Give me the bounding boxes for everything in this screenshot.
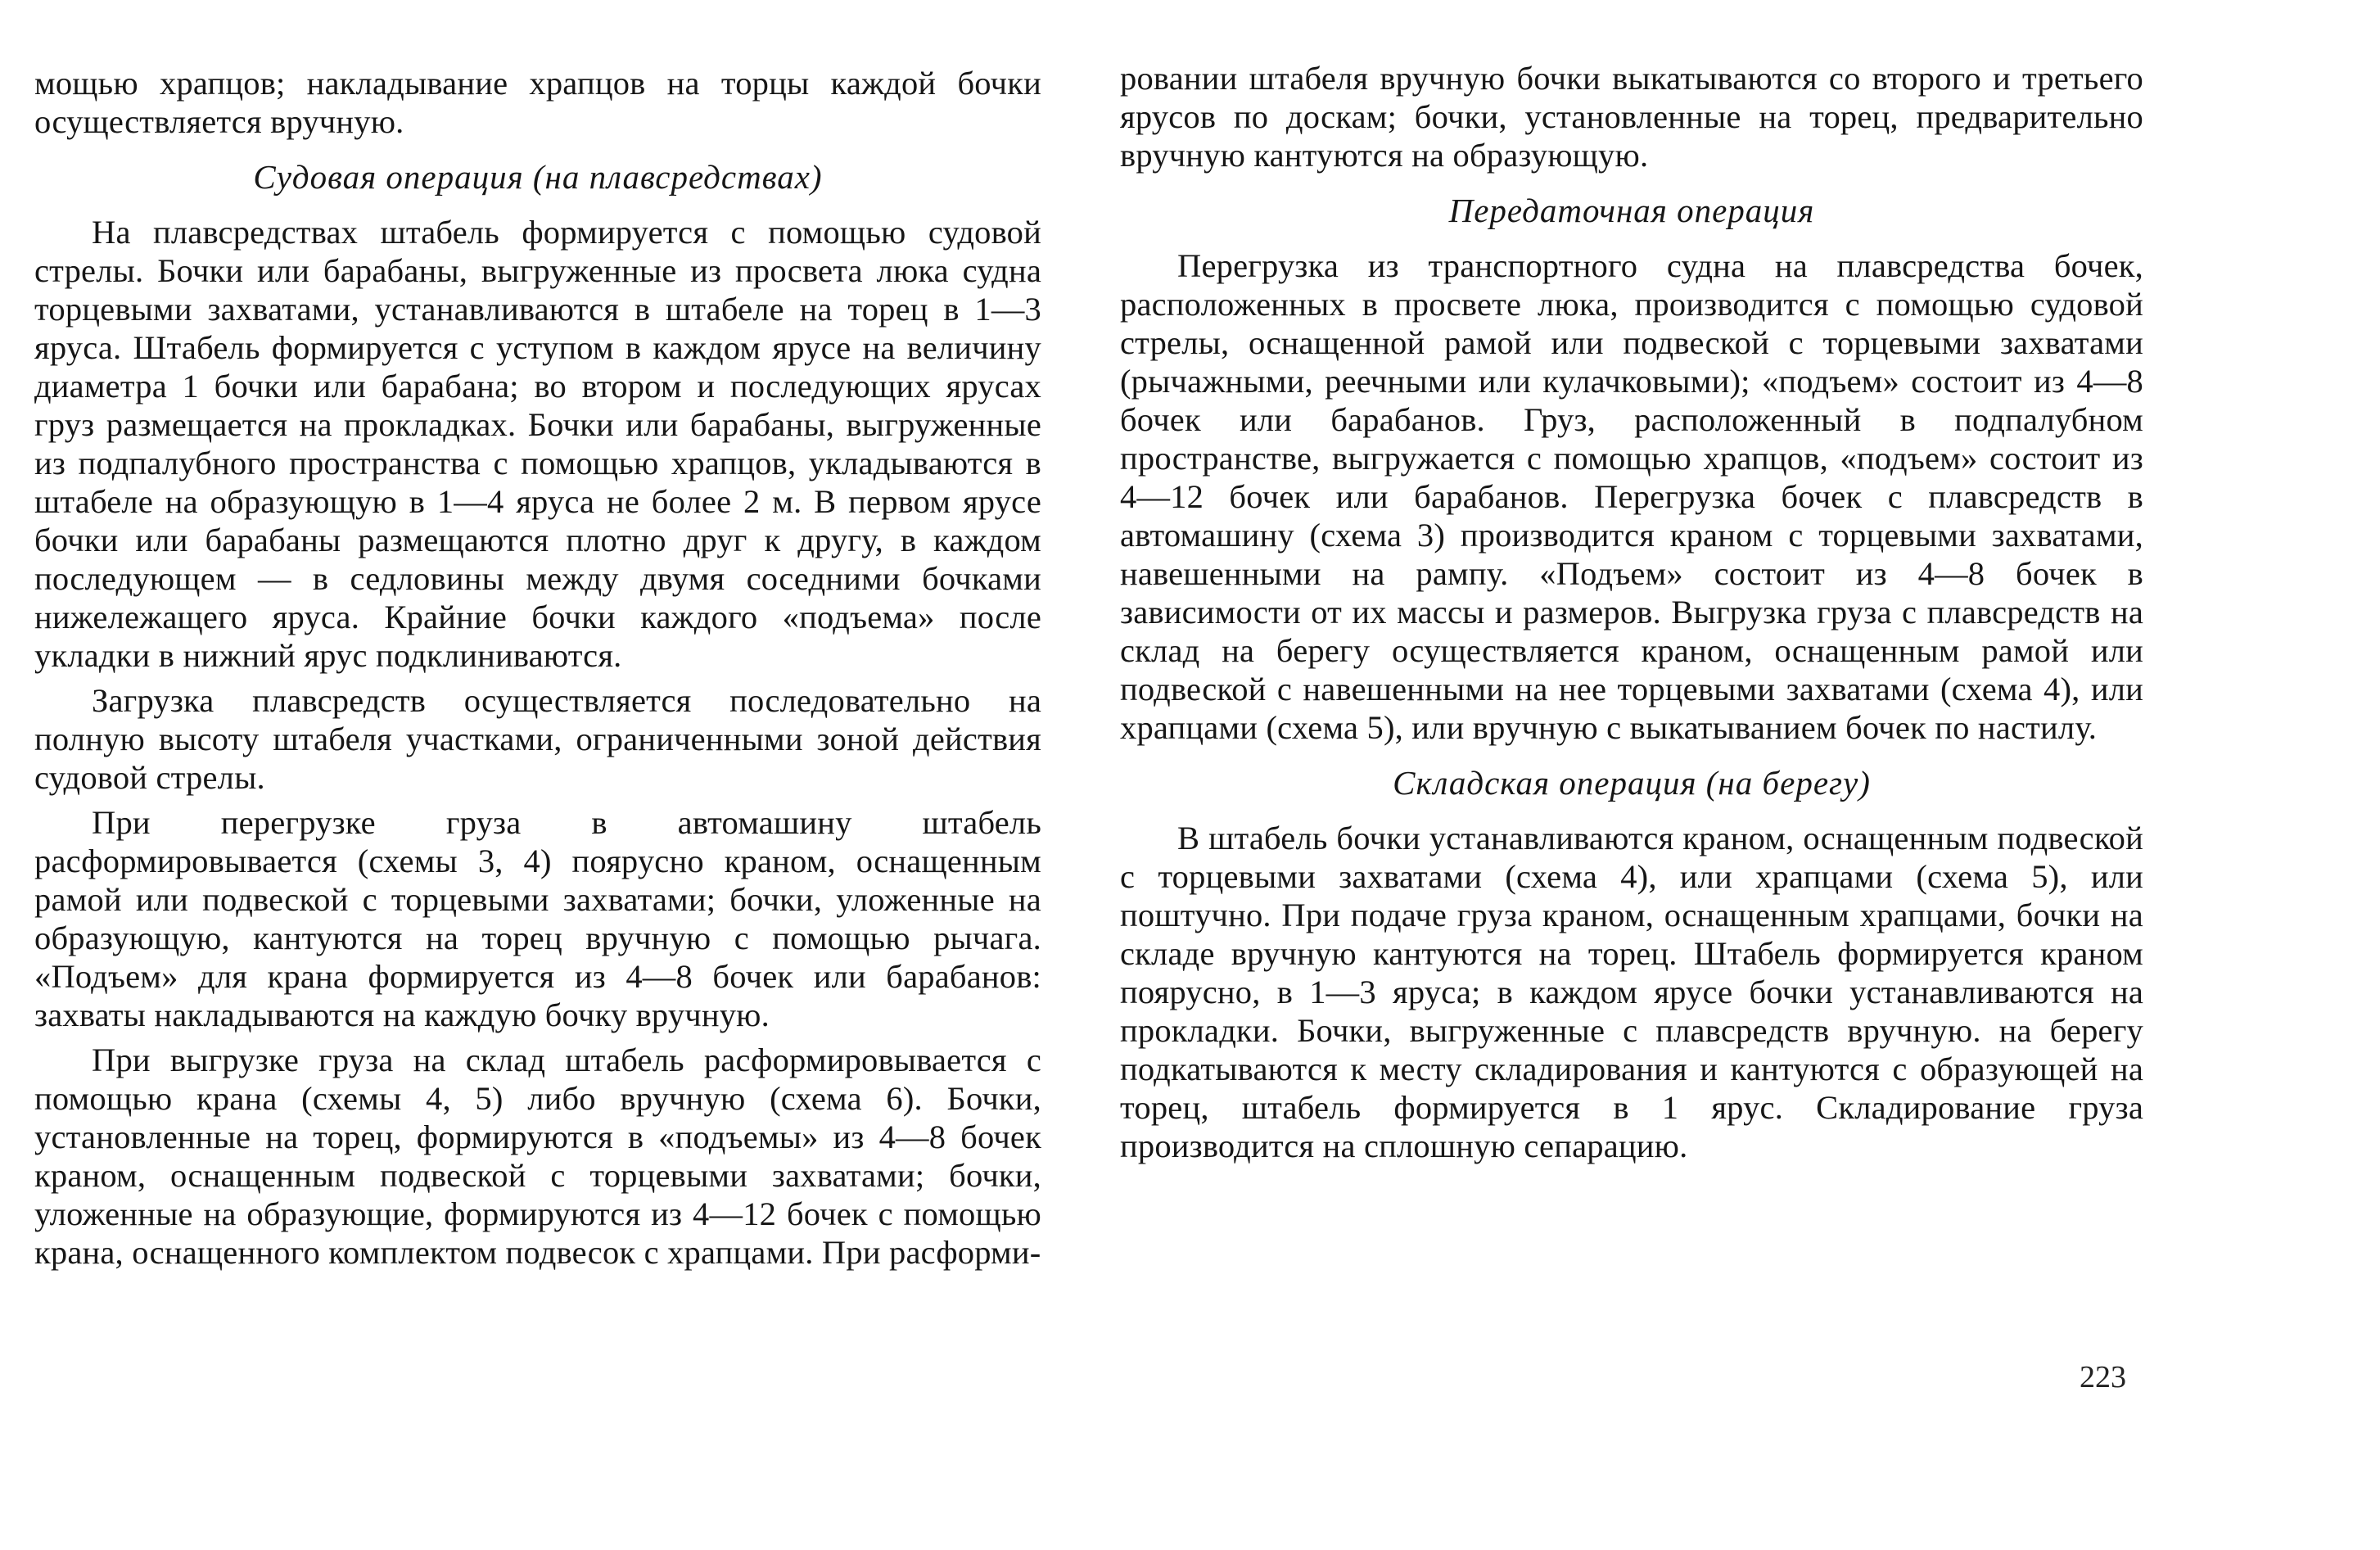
- section-heading-ship-operation: Судовая операция (на плавсредствах): [253, 158, 823, 196]
- page-number: 223: [2080, 1360, 2126, 1394]
- paragraph: Загрузка плавсредств осуществляется последовательно на полную высоту штабеля участками, ограниченными зоной действия судовой стрелы.: [34, 682, 1041, 796]
- right-column: [1120, 59, 2143, 1165]
- continuation-text: мощью храпцов; накладывание храпцов на торцы каждой бочки осуществляется вручную.: [34, 65, 1041, 140]
- paragraph: Перегрузка из транспортного судна на плавсредства бочек, расположенных в просвете люка, производится с помощью судовой стрелы, оснащенной рамой или подвеской с торцевыми захватами (рычажными, реечными или кулачковыми); «подъем» состоит из 4—8 бочек или барабанов. Груз, расположенный в подпалубном пространстве, выгружается с помощью храпцов, «подъем» состоит из 4—12 бочек или барабанов. Перегрузка бочек с плавсредств в автомашину (схема 3) производится краном с торцевыми захватами, навешенными на рампу. «Подъем» состоит из 4—8 бочек в зависимости от их массы и размеров. Выгрузка груза с плавсредств на склад на берегу осуществляется краном, оснащенным рамой или подвеской с навешенными на нее торцевыми захватами (схема 4), или храпцами (схема 5), или вручную с выкатыванием бочек по настилу.: [1120, 247, 2143, 746]
- paragraph: На плавсредствах штабель формируется с помощью судовой стрелы. Бочки или барабаны, выгруженные из просвета люка судна торцевыми захватами, устанавливаются в штабеле на торец в 1—3 яруса. Штабель формируется с уступом в каждом ярусе на величину диаметра 1 бочки или барабана; во втором и последующих ярусах груз размещается на прокладках. Бочки или барабаны, выгруженные из подпалубного пространства с помощью храпцов, укладываются в штабеле на образующую в 1—4 яруса не более 2 м. В первом ярусе бочки или барабаны размещаются плотно друг к другу, в каждом последующем — в седловины между двумя соседними бочками нижележащего яруса. Крайние бочки каждого «подъема» после укладки в нижний ярус подклиниваются.: [34, 214, 1041, 674]
- section-heading-storage-operation: Складская операция (на берегу): [1393, 764, 1871, 802]
- paragraph: При перегрузке груза в автомашину штабель расформировывается (схемы 3, 4) поярусно краном, оснащенным рамой или подвеской с торцевыми захватами; бочки, уложенные на образующую, кантуются на торец вручную с помощью рычага. «Подъем» для крана формируется из 4—8 бочек или барабанов: захваты накладываются на каждую бочку вручную.: [34, 804, 1041, 1033]
- section-heading-transfer-operation: Передаточная операция: [1448, 192, 1815, 229]
- left-column: [34, 64, 1041, 1272]
- paragraph: В штабель бочки устанавливаются краном, оснащенным подвеской с торцевыми захватами (схема 4), или храпцами (схема 5), или поштучно. При подаче груза краном, оснащенным храпцами, бочки на складе вручную кантуются на торец. Штабель формируется краном поярусно, в 1—3 яруса; в каждом ярусе бочки устанавливаются на прокладки. Бочки, выгруженные с плавсредств вручную. на берегу подкатываются к месту складирования и кантуются с образующей на торец, штабель формируется в 1 ярус. Складирование груза производится на сплошную сепарацию.: [1120, 820, 2143, 1164]
- continuation-text: ровании штабеля вручную бочки выкатываются со второго и третьего ярусов по доскам; бочки, установленные на торец, предварительно вручную кантуются на образующую.: [1120, 60, 2143, 174]
- paragraph: При выгрузке груза на склад штабель расформировывается с помощью крана (схемы 4, 5) либо вручную (схема 6). Бочки, установленные на торец, формируются в «подъемы» из 4—8 бочек краном, оснащенным подвеской с торцевыми захватами; бочки, уложенные на образующие, формируются из 4—12 бочек с помощью крана, оснащенного комплектом подвесок с храпцами. При расформи-: [34, 1042, 1041, 1271]
